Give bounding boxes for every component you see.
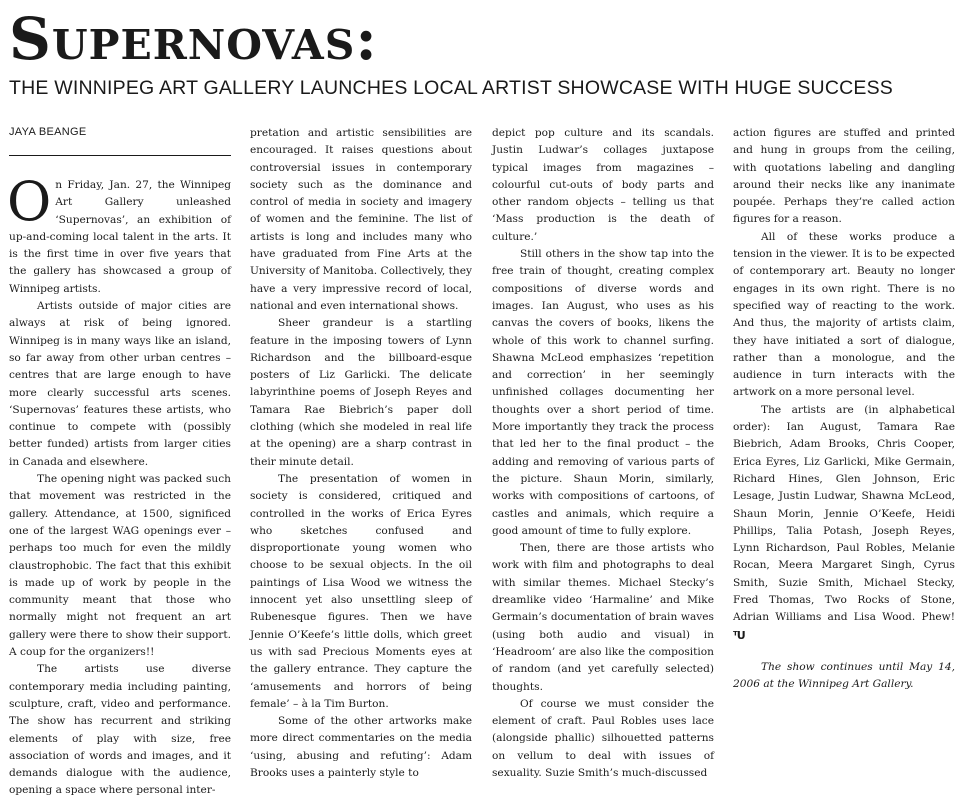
article-subtitle: THE WINNIPEG ART GALLERY LAUNCHES LOCAL ARTIST SHOWCASE WITH HUGE SUCCESS (9, 77, 893, 99)
author-byline: JAYA BEANGE (9, 126, 87, 138)
paragraph-7-part-1: Some of the other artworks make more direct commentaries on the media ‘using, abusing and refuting’: Adam Brooks uses a painterly style to (250, 715, 472, 779)
byline-divider (9, 155, 231, 156)
paragraph-2: Artists outside of major cities are always at risk of being ignored. Winnipeg is in many ways like an island, so far away from other urban centres – centres that are large enough to have more clearly successful arts scenes. ‘Supernovas’ features these artists, who continue to compete with (possibly better funded) artists from larger cities in Canada and elsewhere. (9, 300, 231, 468)
paragraph-3: The opening night was packed such that movement was restricted in the gallery. Attendance, at 1500, significed one of the largest WAG openings ever – perhaps too much for even the mildly claustrophobic. The fact that this exhibit is made up of work by people in the community meant that those who normally might not frequent an art gallery were there to show their support. A coup for the organizers!! (9, 473, 231, 659)
paragraph-9: Then, there are those artists who work with film and photographs to deal with similar themes. Michael Stecky’s dreamlike video ‘Harmaline’ and Mike Germain’s documentation of brain waves (using both audio and visual) in ‘Headroom’ are also like the composition of random (and yet carefully selected) thoughts. (492, 542, 714, 693)
end-mark-icon: ᵀU (733, 628, 745, 642)
paragraph-11: All of these works produce a tension in the viewer. It is to be expected of contemporary art. Beauty no longer engages in its own right. There is no specified way of reacting to the work. And thus, the majority of artists claim, they have initiated a sort of dialogue, rather than a monologue, and the audience in turn interacts with the artwork on a more personal level. (733, 230, 955, 399)
paragraph-1-text: n Friday, Jan. 27, the Winnipeg Art Gallery unleashed ‘Supernovas’, an exhibition of up-and-coming local talent in the arts. It is the first time in over five years that the gallery has showcased a group of Winnipeg artists. (9, 179, 231, 295)
paragraph-12 (733, 402, 955, 645)
paragraph-7-part-2: depict pop culture and its scandals. Justin Ludwar’s collages juxtapose typical images from magazines – colourful cut-outs of body parts and other random objects – telling us that ‘Mass production is the death of culture.’ (492, 127, 714, 243)
paragraph-8: Still others in the show tap into the free train of thought, creating complex compositions of diverse words and images. Ian August, who uses as his canvas the covers of books, likens the whole of this work to channel surfing. Shawna McLeod emphasizes ‘repetition and correction’ in her seemingly unfinished collages documenting her thoughts over a short period of time. More importantly they track the process that led her to the final product – the adding and removing of various parts of the picture. Shaun Morin, similarly, works with compositions of cartoons, of castles and animals, which require a good amount of time to fully explore. (492, 248, 714, 537)
column-1 (7, 170, 231, 800)
paragraph-4-part-1: The artists use diverse contemporary media including painting, sculpture, craft, video and performance. The show has recurrent and striking elements of play with size, free association of words and images, and it demands dialogue with the audience, opening a space where personal inter- (9, 663, 231, 797)
paragraph-1 (7, 170, 231, 298)
paragraph-10-part-1: Of course we must consider the element of craft. Paul Robles uses lace (alongside phallic) silhouetted patterns on vellum to deal with issues of sexuality. Suzie Smith’s much-discussed (492, 697, 714, 779)
paragraph-5: Sheer grandeur is a startling feature in the imposing towers of Lynn Richardson and the billboard-esque posters of Liz Garlicki. The delicate labyrinthine poems of Joseph Reyes and Tamara Rae Biebrich’s paper doll clothing (which she modeled in real life at the opening) are a sharp contrast in their minute detail. (250, 317, 472, 468)
column-4 (733, 125, 955, 694)
column-2 (250, 125, 472, 782)
paragraph-4-part-2: pretation and artistic sensibilities are encouraged. It raises questions about controversial issues in contemporary society such as the dominance and control of media in society and imagery of women and the feminine. The list of artists is long and includes many who have graduated from Fine Arts at the University of Manitoba. Collectively, they have a very impressive record of local, national and even international shows. (250, 127, 472, 312)
paragraph-6: The presentation of women in society is considered, critiqued and controlled in the works of Erica Eyres who sketches confused and disproportionate young women who choose to be sexual objects. In the oil paintings of Lisa Wood we witness the innocent yet also unsettling sleep of Rubenesque figures. Then we have Jennie O’Keefe’s little dolls, which greet us with sad Precious Moments eyes at the gallery entrance. They capture the ‘amusements and horrors of being female’ – à la Tim Burton. (250, 472, 472, 710)
article-title: Supernovas: (9, 5, 378, 73)
closing-note: The show continues until May 14, 2006 at the Winnipeg Art Gallery. (733, 660, 955, 691)
column-3 (492, 125, 714, 782)
drop-cap: O (7, 170, 52, 233)
artist-list: The artists are (in alphabetical order): Ian August, Tamara Rae Biebrich, Adam Brooks, Chris Cooper, Erica Eyres, Liz Garlicki, Mike Germain, Richard Hines, Glen Johnson, Eric Lesage, Justin Ludwar, Shawna McLeod, Shaun Morin, Jennie O’Keefe, Heidi Phillips, Talia Potash, Joseph Reyes, Lynn Richardson, Paul Robles, Melanie Rocan, Meera Margaret Singh, Cyrus Smith, Suzie Smith, Michael Stecky, Fred Thomas, Two Rocks of Stone, Adrian Williams and Lisa Wood. Phew! (733, 403, 955, 624)
paragraph-10-part-2: action figures are stuffed and printed and hung in groups from the ceiling, with quotations labeling and dangling around their necks like any inanimate poupée. Perhaps they’re called action figures for a reason. (733, 127, 955, 226)
